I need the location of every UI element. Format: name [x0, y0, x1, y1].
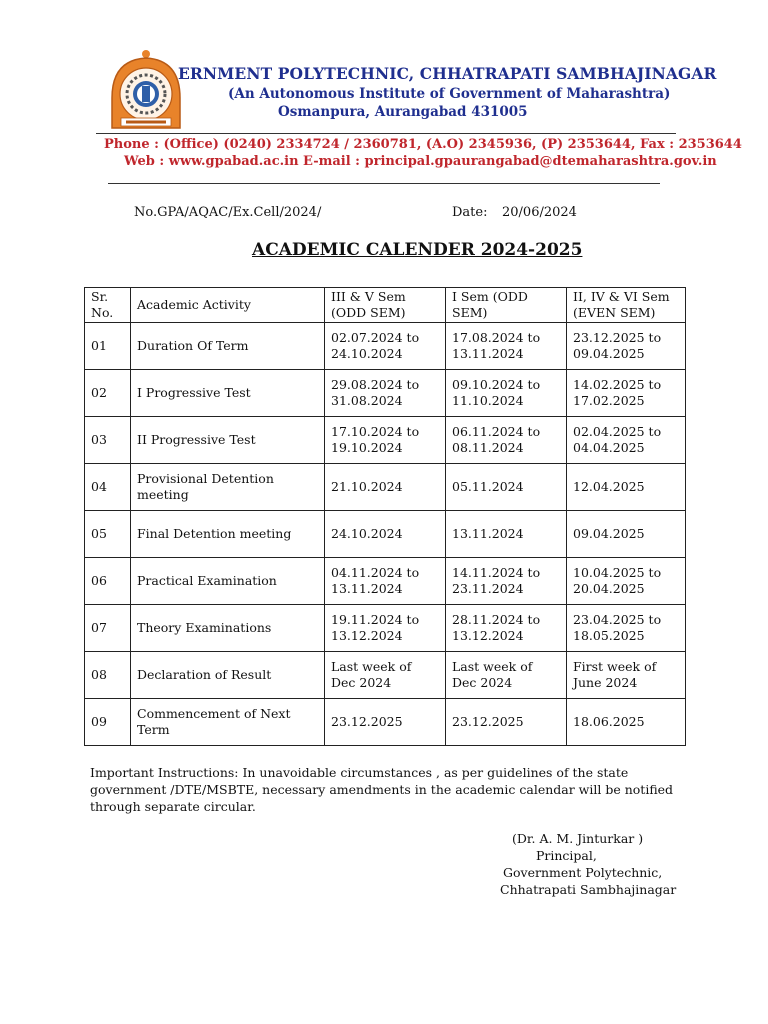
date-label: Date:: [452, 205, 488, 220]
header-i-sem: I Sem (ODD SEM): [446, 288, 567, 323]
cell-i-sem: 28.11.2024 to 13.12.2024: [446, 605, 567, 652]
cell-i-sem: 17.08.2024 to 13.11.2024: [446, 323, 567, 370]
cell-i-sem: 14.11.2024 to 23.11.2024: [446, 558, 567, 605]
cell-iii-v-sem: Last week of Dec 2024: [325, 652, 446, 699]
cell-sr-no: 03: [85, 417, 131, 464]
table-row: [85, 417, 686, 464]
table-row: [85, 511, 686, 558]
cell-even-sem: 23.04.2025 to 18.05.2025: [567, 605, 686, 652]
cell-even-sem: 18.06.2025: [567, 699, 686, 746]
cell-sr-no: 01: [85, 323, 131, 370]
cell-activity: Theory Examinations: [131, 605, 325, 652]
institute-address: Osmanpura, Aurangabad 431005: [278, 104, 528, 120]
cell-iii-v-sem: 21.10.2024: [325, 464, 446, 511]
cell-i-sem: 06.11.2024 to 08.11.2024: [446, 417, 567, 464]
cell-iii-v-sem: 04.11.2024 to 13.11.2024: [325, 558, 446, 605]
header-iii-v-sem: III & V Sem (ODD SEM): [325, 288, 446, 323]
date-value: 20/06/2024: [502, 205, 577, 220]
cell-activity: Declaration of Result: [131, 652, 325, 699]
table-row: [85, 699, 686, 746]
institute-name: ERNMENT POLYTECHNIC, CHHATRAPATI SAMBHAJINAGAR: [178, 64, 717, 83]
table-row: [85, 323, 686, 370]
cell-even-sem: First week of June 2024: [567, 652, 686, 699]
cell-iii-v-sem: 19.11.2024 to 13.12.2024: [325, 605, 446, 652]
header-divider: [96, 133, 676, 134]
table-row: [85, 652, 686, 699]
table-row: [85, 558, 686, 605]
cell-iii-v-sem: 23.12.2025: [325, 699, 446, 746]
cell-even-sem: 02.04.2025 to 04.04.2025: [567, 417, 686, 464]
cell-i-sem: 09.10.2024 to 11.10.2024: [446, 370, 567, 417]
header-activity: Academic Activity: [131, 288, 325, 323]
cell-sr-no: 08: [85, 652, 131, 699]
cell-activity: I Progressive Test: [131, 370, 325, 417]
cell-activity: Commencement of Next Term: [131, 699, 325, 746]
cell-i-sem: 23.12.2025: [446, 699, 567, 746]
cell-even-sem: 12.04.2025: [567, 464, 686, 511]
contact-divider: [108, 183, 660, 184]
cell-iii-v-sem: 24.10.2024: [325, 511, 446, 558]
cell-iii-v-sem: 17.10.2024 to 19.10.2024: [325, 417, 446, 464]
cell-sr-no: 07: [85, 605, 131, 652]
cell-sr-no: 09: [85, 699, 131, 746]
cell-activity: Duration Of Term: [131, 323, 325, 370]
cell-activity: Provisional Detention meeting: [131, 464, 325, 511]
cell-even-sem: 10.04.2025 to 20.04.2025: [567, 558, 686, 605]
cell-sr-no: 05: [85, 511, 131, 558]
cell-sr-no: 02: [85, 370, 131, 417]
cell-even-sem: 23.12.2025 to 09.04.2025: [567, 323, 686, 370]
cell-i-sem: Last week of Dec 2024: [446, 652, 567, 699]
header-even-sem: II, IV & VI Sem (EVEN SEM): [567, 288, 686, 323]
reference-number: No.GPA/AQAC/Ex.Cell/2024/: [134, 205, 322, 220]
table-header-row: [85, 288, 686, 323]
table-row: [85, 464, 686, 511]
cell-iii-v-sem: 02.07.2024 to 24.10.2024: [325, 323, 446, 370]
signatory-city: Chhatrapati Sambhajinagar: [500, 882, 677, 897]
cell-activity: Practical Examination: [131, 558, 325, 605]
table-row: [85, 605, 686, 652]
institute-subtitle: (An Autonomous Institute of Government of Maharashtra): [228, 86, 671, 102]
institute-logo: [104, 46, 188, 132]
cell-iii-v-sem: 29.08.2024 to 31.08.2024: [325, 370, 446, 417]
signatory-name: (Dr. A. M. Jinturkar ): [512, 831, 644, 846]
signatory-designation: Principal,: [536, 848, 597, 863]
cell-sr-no: 04: [85, 464, 131, 511]
important-instructions: Important Instructions: In unavoidable circumstances , as per guidelines of the state government /DTE/MSBTE, necessary amendments in the academic calendar will be notified through separate circular.: [90, 765, 674, 814]
table-row: [85, 370, 686, 417]
contact-phone: Phone : (Office) (0240) 2334724 / 2360781, (A.O) 2345936, (P) 2353644, Fax : 2353644: [104, 137, 742, 152]
cell-sr-no: 06: [85, 558, 131, 605]
signatory-institution: Government Polytechnic,: [503, 865, 663, 880]
document-title: ACADEMIC CALENDER 2024-2025: [252, 240, 583, 260]
cell-activity: Final Detention meeting: [131, 511, 325, 558]
cell-even-sem: 09.04.2025: [567, 511, 686, 558]
contact-web-email: Web : www.gpabad.ac.in E-mail : principal.gpaurangabad@dtemaharashtra.gov.in: [124, 154, 717, 169]
cell-even-sem: 14.02.2025 to 17.02.2025: [567, 370, 686, 417]
cell-i-sem: 13.11.2024: [446, 511, 567, 558]
header-sr-no: Sr. No.: [85, 288, 131, 323]
academic-calendar-table: [84, 287, 686, 746]
cell-i-sem: 05.11.2024: [446, 464, 567, 511]
cell-activity: II Progressive Test: [131, 417, 325, 464]
